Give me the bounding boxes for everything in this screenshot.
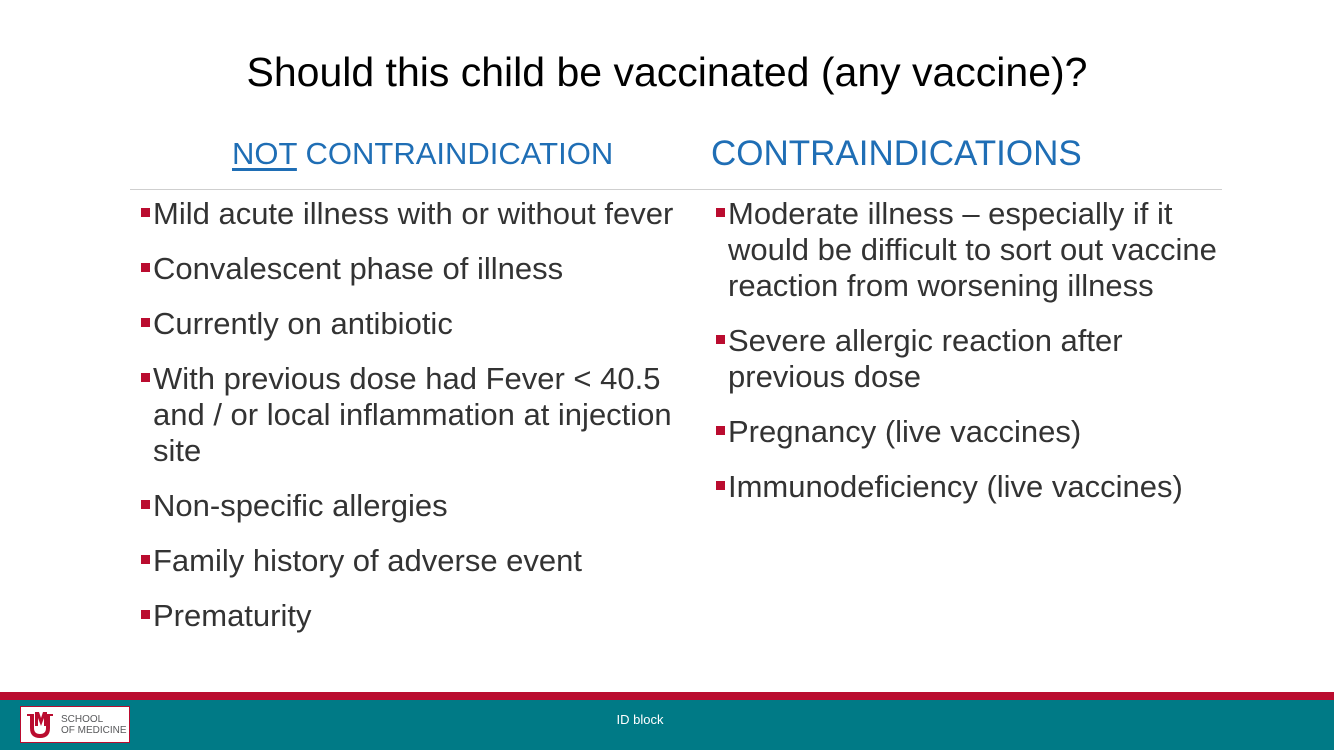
list-item-text: Currently on antibiotic xyxy=(153,306,453,341)
list-item-text: Convalescent phase of illness xyxy=(153,251,564,286)
list-item-text: Severe allergic reaction after previous dose xyxy=(728,323,1123,394)
list-item xyxy=(139,306,679,342)
square-bullet-icon xyxy=(141,500,150,509)
list-item-text: Pregnancy (live vaccines) xyxy=(728,414,1082,449)
logo-line-1: SCHOOL xyxy=(61,713,104,725)
slide-title: Should this child be vaccinated (any vaccine)? xyxy=(246,49,1088,95)
list-item-text: Prematurity xyxy=(153,598,312,633)
not-contraindication-list xyxy=(139,196,679,653)
square-bullet-icon xyxy=(141,263,150,272)
heading-divider xyxy=(130,189,1222,190)
list-item xyxy=(714,323,1244,395)
logo-line-2: OF MEDICINE xyxy=(61,724,127,736)
list-item xyxy=(714,414,1244,450)
contraindications-list xyxy=(714,196,1244,524)
id-block: ID block xyxy=(616,712,664,727)
list-item xyxy=(139,598,679,634)
list-item xyxy=(714,196,1244,304)
square-bullet-icon xyxy=(141,373,150,382)
square-bullet-icon xyxy=(141,610,150,619)
square-bullet-icon xyxy=(141,555,150,564)
list-item-text: Moderate illness – especially if it would be difficult to sort out vaccine reaction from worsening illness xyxy=(728,196,1217,303)
list-item xyxy=(139,361,679,469)
square-bullet-icon xyxy=(716,481,725,490)
contraindications-heading: CONTRAINDICATIONS xyxy=(711,134,1082,173)
list-item xyxy=(714,469,1244,505)
square-bullet-icon xyxy=(716,426,725,435)
square-bullet-icon xyxy=(716,208,725,217)
list-item-text: Immunodeficiency (live vaccines) xyxy=(728,469,1183,504)
heading-underlined-word: NOT xyxy=(232,136,297,171)
list-item xyxy=(139,196,679,232)
heading-rest: CONTRAINDICATION xyxy=(296,136,614,171)
square-bullet-icon xyxy=(716,335,725,344)
list-item xyxy=(139,488,679,524)
not-contraindication-heading xyxy=(232,132,613,176)
square-bullet-icon xyxy=(141,318,150,327)
list-item-text: With previous dose had Fever < 40.5 and / or local inflammation at injection site xyxy=(153,361,672,468)
footer-red-stripe xyxy=(0,692,1334,700)
list-item xyxy=(139,251,679,287)
list-item-text: Non-specific allergies xyxy=(153,488,448,523)
square-bullet-icon xyxy=(141,208,150,217)
list-item xyxy=(139,543,679,579)
list-item-text: Family history of adverse event xyxy=(153,543,583,578)
list-item-text: Mild acute illness with or without fever xyxy=(153,196,674,231)
